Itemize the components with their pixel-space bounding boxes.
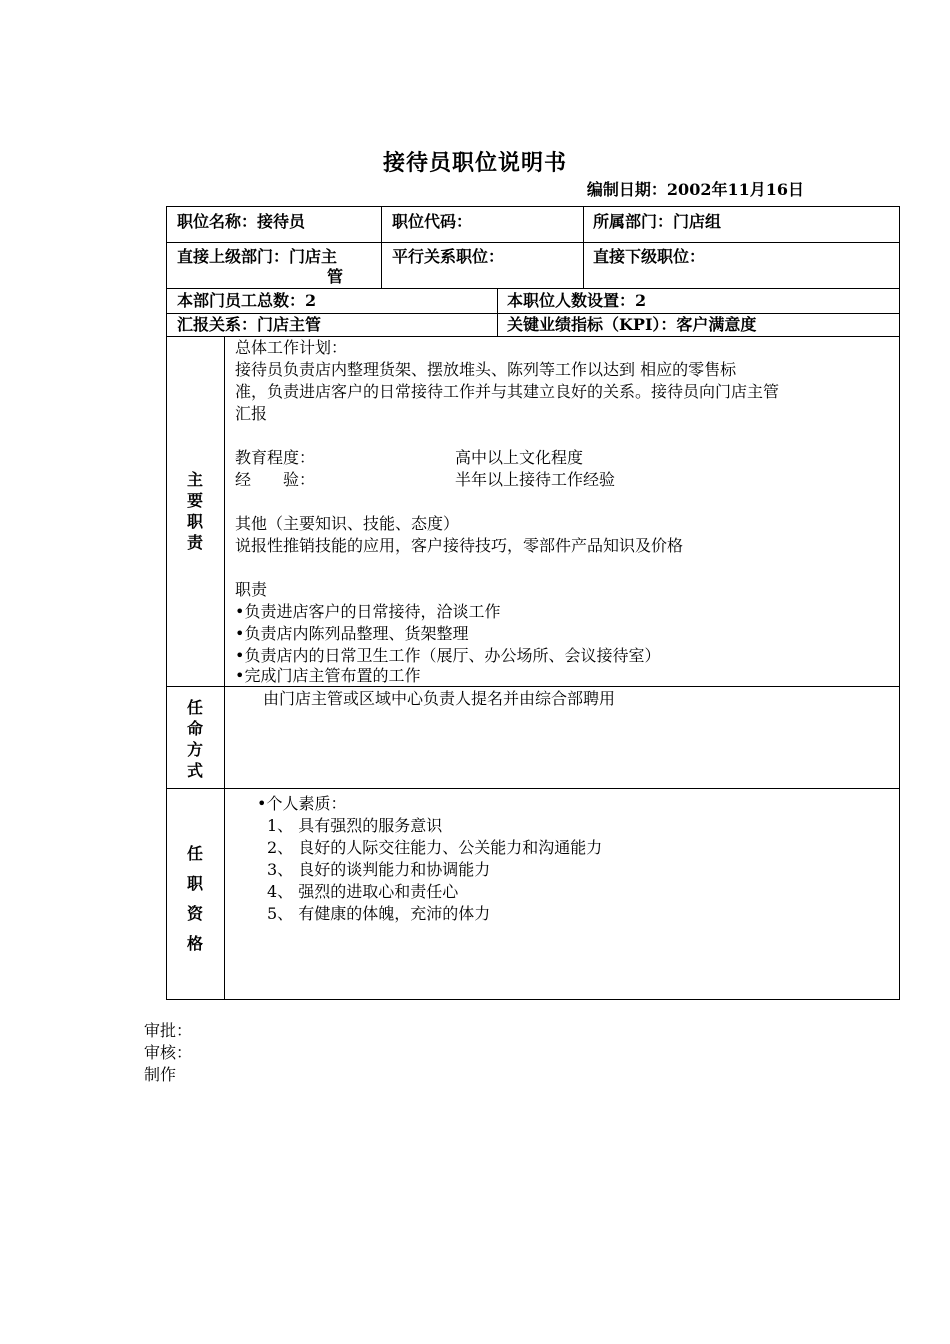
- education-value: 高中以上文化程度: [455, 448, 584, 467]
- document-title: 接待员职位说明书: [382, 150, 567, 176]
- responsibility-item: •负责店内陈列品整理、货架整理: [235, 624, 469, 643]
- approval-line: 审批：: [144, 1021, 193, 1040]
- table-rule: [224, 336, 225, 999]
- work-plan-line: 准，负责进店客户的日常接待工作并与其建立良好的关系。接待员向门店主管: [235, 382, 780, 401]
- parallel-positions: 平行关系职位：: [392, 247, 505, 266]
- job-description-table: [166, 206, 900, 1000]
- appointment-text: 由门店主管或区域中心负责人提名并由综合部聘用: [263, 689, 616, 708]
- table-rule: [167, 788, 899, 789]
- other-requirements-title: 其他（主要知识、技能、态度）: [235, 514, 460, 533]
- position-code: 职位代码：: [392, 212, 473, 231]
- responsibility-item: •完成门店主管布置的工作: [235, 666, 421, 685]
- position-name: 职位名称：接待员: [177, 212, 306, 231]
- experience-label: 经 验：: [235, 470, 316, 489]
- work-plan-line: 接待员负责店内整理货架、摆放堆头、陈列等工作以达到 相应的零售标: [235, 360, 737, 379]
- kpi: 关键业绩指标（KPI）：客户满意度: [507, 315, 757, 334]
- qualification-item: 5、 有健康的体魄，充沛的体力: [267, 904, 491, 923]
- table-rule: [167, 242, 899, 243]
- table-rule: [583, 207, 584, 288]
- qualification-item: 4、 强烈的进取心和责任心: [267, 882, 459, 901]
- qualification-item: 2、 良好的人际交往能力、公关能力和沟通能力: [267, 838, 603, 857]
- qualification-item: 3、 良好的谈判能力和协调能力: [267, 860, 491, 879]
- table-rule: [497, 288, 498, 336]
- responsibility-item: •负责进店客户的日常接待，洽谈工作: [235, 602, 501, 621]
- work-plan-line: 汇报: [235, 404, 268, 423]
- work-plan-title: 总体工作计划：: [235, 338, 348, 357]
- responsibility-item: •负责店内的日常卫生工作（展厅、办公场所、会议接待室）: [235, 646, 661, 665]
- duties-label: 主 要 职 责: [186, 470, 203, 552]
- reporting-relationship: 汇报关系：门店主管: [177, 315, 322, 334]
- qualification-label: 任 职 资 格: [186, 844, 203, 953]
- position-headcount: 本职位人数设置：2: [507, 291, 647, 310]
- staff-total: 本部门员工总数：2: [177, 291, 317, 310]
- responsibilities-title: 职责: [235, 580, 268, 599]
- qualification-title: •个人素质：: [257, 794, 347, 813]
- prepared-by-line: 制作: [144, 1065, 177, 1084]
- table-rule: [381, 207, 382, 288]
- department: 所属部门：门店组: [593, 212, 722, 231]
- education-label: 教育程度：: [235, 448, 316, 467]
- other-requirements-line: 说报性推销技能的应用，客户接待技巧，零部件产品知识及价格: [235, 536, 684, 555]
- qualification-item: 1、 具有强烈的服务意识: [267, 816, 443, 835]
- experience-value: 半年以上接待工作经验: [455, 470, 616, 489]
- compile-date: 编制日期：2002年11月16日: [586, 180, 804, 199]
- superior-department: 直接上级部门：门店主: [177, 247, 338, 266]
- subordinate-positions: 直接下级职位：: [593, 247, 706, 266]
- superior-department-cont: 管: [327, 267, 344, 286]
- table-rule: [167, 288, 899, 289]
- review-line: 审核：: [144, 1043, 193, 1062]
- appointment-label: 任 命 方 式: [186, 698, 203, 780]
